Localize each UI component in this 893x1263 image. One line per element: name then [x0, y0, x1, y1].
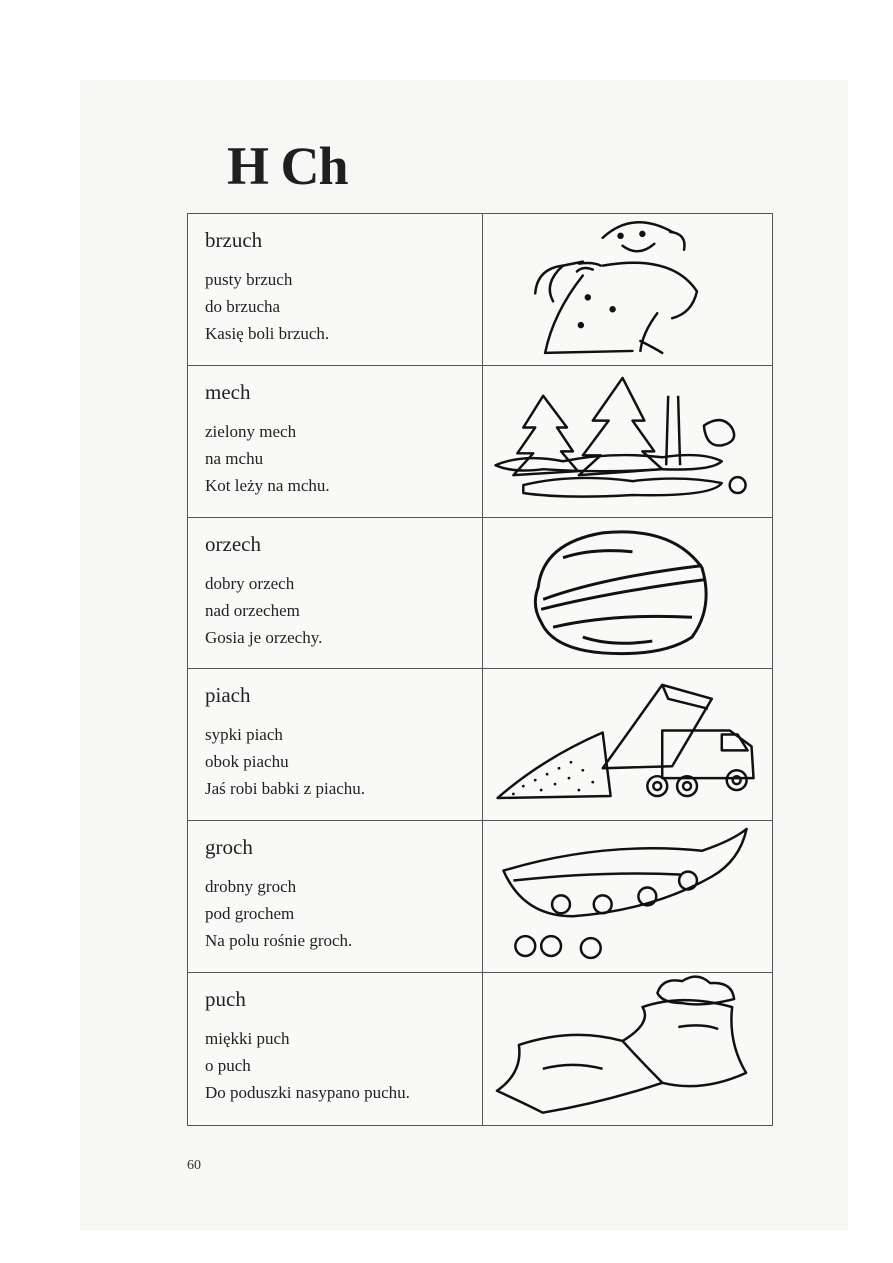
- text-cell-puch: [188, 973, 483, 1125]
- headword: mech: [205, 379, 251, 404]
- walnut-icon: [483, 518, 772, 669]
- text-cell-groch: [188, 821, 483, 973]
- pillow-down-icon: [483, 973, 772, 1125]
- phrase-line: sypki piach: [205, 725, 283, 745]
- text-cell-orzech: [188, 518, 483, 670]
- phrase-line: nad orzechem: [205, 600, 300, 620]
- phrase-line: Gosia je orzechy.: [205, 627, 323, 647]
- headword: orzech: [205, 531, 261, 556]
- picture-cell-groch: [483, 821, 772, 973]
- picture-cell-puch: [483, 973, 772, 1125]
- text-cell-brzuch: [188, 214, 483, 366]
- phrase-line: o puch: [205, 1056, 251, 1076]
- phrase-line: Na polu rośnie groch.: [205, 931, 353, 951]
- picture-cell-brzuch: [483, 214, 772, 366]
- text-cell-mech: [188, 366, 483, 518]
- phrase-line: pod grochem: [205, 904, 295, 924]
- phrase-line: miękki puch: [205, 1029, 290, 1049]
- headword: piach: [205, 683, 251, 708]
- phrase-line: na mchu: [205, 448, 264, 468]
- picture-cell-orzech: [483, 518, 772, 670]
- phrase-line: Kot leży na mchu.: [205, 475, 330, 495]
- picture-cell-mech: [483, 366, 772, 518]
- headword: brzuch: [205, 228, 263, 252]
- dump-truck-sand-icon: [483, 669, 772, 820]
- moss-trees-icon: [483, 366, 772, 517]
- headword: groch: [205, 835, 253, 860]
- boy-tummy-icon: [483, 214, 772, 365]
- phrase-line: zielony mech: [205, 421, 297, 441]
- phrase-line: obok piachu: [205, 752, 289, 772]
- phrase-line: dobry orzech: [205, 573, 295, 593]
- phrase-line: Kasię boli brzuch.: [205, 324, 330, 343]
- phrase-line: pusty brzuch: [205, 270, 293, 289]
- phrase-line: drobny groch: [205, 877, 297, 897]
- page-title: H Ch: [227, 136, 348, 196]
- phrase-line: Do poduszki nasypano puchu.: [205, 1083, 410, 1103]
- phrase-line: Jaś robi babki z piachu.: [205, 779, 366, 799]
- phrase-line: do brzucha: [205, 297, 281, 316]
- page-number: 60: [187, 1158, 201, 1173]
- word-table: [187, 213, 773, 1126]
- picture-cell-piach: [483, 669, 772, 821]
- pea-pod-icon: [483, 821, 772, 972]
- headword: puch: [205, 987, 246, 1012]
- text-cell-piach: [188, 669, 483, 821]
